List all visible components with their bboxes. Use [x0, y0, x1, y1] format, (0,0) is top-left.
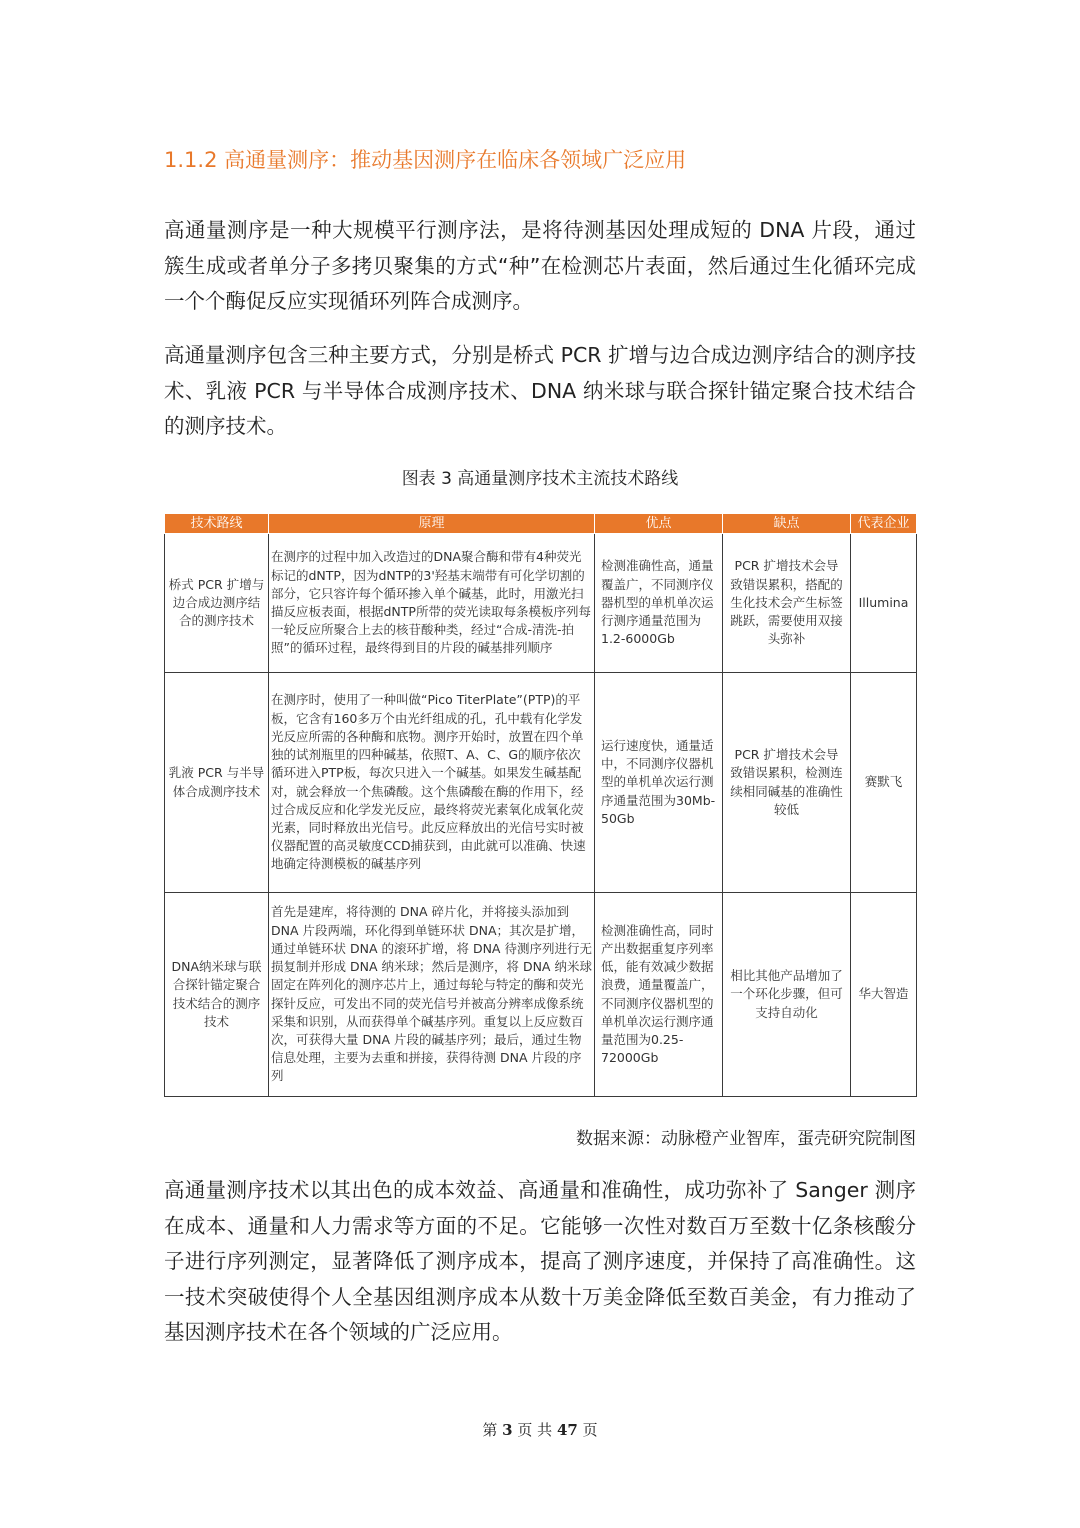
cell-cons: 相比其他产品增加了一个环化步骤，但可支持自动化	[723, 893, 851, 1097]
footer-total-pages: 47	[556, 1421, 578, 1439]
footer-prefix: 第	[482, 1421, 498, 1439]
cell-cons: PCR 扩增技术会导致错误累积，检测连续相同碱基的准确性较低	[723, 673, 851, 893]
cell-route: DNA纳米球与联合探针锚定聚合技术结合的测序技术	[165, 893, 269, 1097]
cell-route: 桥式 PCR 扩增与边合成边测序结合的测序技术	[165, 534, 269, 673]
table-row	[165, 534, 917, 673]
footer-suffix: 页	[582, 1421, 598, 1439]
cell-principle: 在测序的过程中加入改造过的DNA聚合酶和带有4种荧光标记的dNTP，因为dNTP的3'羟基末端带有可化学切割的部分，它只容许每个循环掺入单个碱基，此时，用激光扫描反应板表面，根据dNTP所带的荧光读取每条模板序列每一轮反应所聚合上去的核苷酸种类，经过“合成-清洗-拍照”的循环过程，最终得到目的片段的碱基排列顺序	[269, 534, 595, 673]
cell-route: 乳液 PCR 与半导体合成测序技术	[165, 673, 269, 893]
table-row	[165, 893, 917, 1097]
header-pros: 优点	[595, 514, 723, 534]
table-row	[165, 673, 917, 893]
cell-principle: 在测序时，使用了一种叫做“Pico TiterPlate”(PTP)的平板，它含有160多万个由光纤组成的孔，孔中载有化学发光反应所需的各种酶和底物。测序开始时，放置在四个单独的试剂瓶里的四种碱基，依照T、A、C、G的顺序依次循环进入PTP板，每次只进入一个碱基。如果发生碱基配对，就会释放一个焦磷酸。这个焦磷酸在酶的作用下，经过合成反应和化学发光反应，最终将荧光素氧化成氧化荧光素，同时释放出光信号。此反应释放出的光信号实时被仪器配置的高灵敏度CCD捕获到，由此就可以准确、快速地确定待测模板的碱基序列	[269, 673, 595, 893]
figure-caption: 图表 3 高通量测序技术主流技术路线	[401, 469, 679, 489]
header-cons: 缺点	[723, 514, 851, 534]
paragraph-conclusion: 高通量测序技术以其出色的成本效益、高通量和准确性，成功弥补了 Sanger 测序在成本、通量和人力需求等方面的不足。它能够一次性对数百万至数十亿条核酸分子进行序列测定，显著降低了测序成本，提高了测序速度，并保持了高准确性。这一技术突破使得个人全基因组测序成本从数十万美金降低至数百美金，有力推动了基因测序技术在各个领域的广泛应用。	[164, 1178, 916, 1344]
cell-pros: 检测准确性高，通量覆盖广，不同测序仪器机型的单机单次运行测序通量范围为1.2-6000Gb	[595, 534, 723, 673]
footer-middle: 页 共	[517, 1421, 553, 1439]
page-footer	[0, 1419, 1080, 1440]
cell-principle: 首先是建库，将待测的 DNA 碎片化，并将接头添加到DNA 片段两端，环化得到单链环状 DNA；其次是扩增，通过单链环状 DNA 的滚环扩增，将 DNA 待测序列进行无损复制并形成 DNA 纳米球；然后是测序，将 DNA 纳米球固定在阵列化的测序芯片上，通过每轮与特定的酶和荧光探针反应，可发出不同的荧光信号并被高分辨率成像系统采集和识别，从而获得单个碱基序列。重复以上反应数百次，可获得大量 DNA 片段的碱基序列；最后，通过生物信息处理，主要为去重和拼接，获得待测 DNA 片段的序列	[269, 893, 595, 1097]
footer-page-number: 3	[502, 1421, 513, 1439]
cell-cons: PCR 扩增技术会导致错误累积，搭配的生化技术会产生标签跳跃，需要使用双接头弥补	[723, 534, 851, 673]
cell-pros: 检测准确性高，同时产出数据重复序列率低，能有效减少数据浪费，通量覆盖广，不同测序仪器机型的单机单次运行测序通量范围为0.25-72000Gb	[595, 893, 723, 1097]
cell-pros: 运行速度快，通量适中，不同测序仪器机型的单机单次运行测序通量范围为30Mb-50Gb	[595, 673, 723, 893]
header-principle: 原理	[269, 514, 595, 534]
source-note: 数据来源：动脉橙产业智库，蛋壳研究院制图	[576, 1129, 916, 1149]
sequencing-tech-table	[164, 513, 917, 1097]
cell-company: 赛默飞	[851, 673, 917, 893]
cell-company: 华大智造	[851, 893, 917, 1097]
paragraph-intro: 高通量测序是一种大规模平行测序法，是将待测基因处理成短的 DNA 片段，通过簇生成或者单分子多拷贝聚集的方式“种”在检测芯片表面，然后通过生化循环完成一个个酶促反应实现循环列阵合成测序。	[164, 218, 916, 313]
paragraph-methods: 高通量测序包含三种主要方式，分别是桥式 PCR 扩增与边合成边测序结合的测序技术、乳液 PCR 与半导体合成测序技术、DNA 纳米球与联合探针锚定聚合技术结合的测序技术。	[164, 343, 916, 438]
header-company: 代表企业	[851, 514, 917, 534]
cell-company: Illumina	[851, 534, 917, 673]
header-route: 技术路线	[165, 514, 269, 534]
table-header-row	[165, 514, 917, 534]
section-heading: 1.1.2 高通量测序：推动基因测序在临床各领域广泛应用	[164, 148, 687, 172]
